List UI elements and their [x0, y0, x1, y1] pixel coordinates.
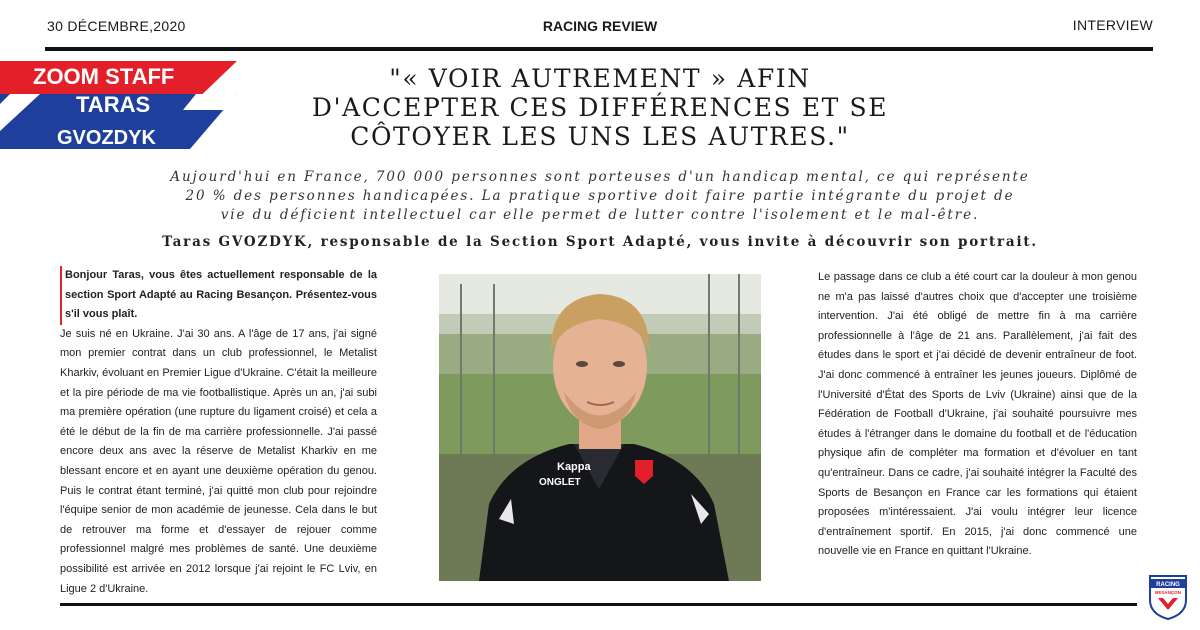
- logo-text-top: RACING: [1156, 582, 1180, 588]
- badge-name-last: GVOZDYK: [57, 127, 156, 149]
- headline-quote: "« VOIR AUTREMENT » AFIN D'ACCEPTER CES DIFFÉRENCES ET SE CÔTOYER LES UNS LES AUTRES.": [311, 64, 889, 151]
- portrait-photo: [439, 274, 761, 581]
- invite-line: Taras GVOZDYK, responsable de la Section Sport Adapté, vous invite à découvrir son portrait.: [162, 234, 1038, 250]
- article-column-left: [60, 266, 377, 599]
- issue-date: 30 DÉCEMBRE,2020: [47, 18, 186, 34]
- jacket-sponsor-label: ONGLET: [539, 477, 581, 488]
- badge-title: ZOOM STAFF: [33, 64, 175, 89]
- lead-paragraph: Aujourd'hui en France, 700 000 personnes sont porteuses d'un handicap mental, ce qui représente 20 % des personnes handicapées. La pratique sportive doit faire partie intégrante du projet de vie du déficient intellectuel car elle permet de lutter contre l'isolement et le mal-être.: [170, 169, 1030, 223]
- club-crest-logo: [1144, 574, 1192, 620]
- jacket-brand-label: Kappa: [557, 461, 591, 473]
- article-column-right: Le passage dans ce club a été court car la douleur à mon genou ne m'a pas laissé d'autres choix que d'accepter une troisième intervention. J'ai été obligé de mettre fin à ma carrière professionnelle à l'âge de 21 ans. Parallèlement, j'ai fait des études dans le sport et j'ai décidé de devenir entraîneur de foot. J'ai donc commencé à entraîner les jeunes joueurs. Diplômé de l'Université d'État des Sports de Lviv (Ukraine) ainsi que de la Fédération de Football d'Ukraine, j'ai souhaité poursuivre mes études à l'étranger dans le domaine du football et de l'éducation physique afin de compléter ma formation et d'évoluer en tant qu'entraîneur. Dans ce cadre, j'ai souhaité intégrer la Faculté des Sports de Besançon en France car les formations qui étaient proposées m'intéressaient. J'ai voulu intégrer leur licence d'entraînement sportif. En 2015, j'ai donc commencé une nouvelle vie en France en quittant l'Ukraine.: [818, 271, 1137, 558]
- interview-question: Bonjour Taras, vous êtes actuellement responsable de la section Sport Adapté au Racing Besançon. Présentez-vous s'il vous plaît.: [60, 266, 377, 325]
- publication-title: RACING REVIEW: [542, 18, 658, 34]
- logo-text-bottom: BESANÇON: [1155, 590, 1181, 595]
- bottom-divider: [60, 603, 1137, 606]
- interview-answer-part1: Je suis né en Ukraine. J'ai 30 ans. A l'âge de 17 ans, j'ai signé mon premier contrat dans un club professionnel, le Metalist Kharkiv, évoluant en Premier Ligue d'Ukraine. C'était la meilleure et la pire période de ma vie footballistique. Après un an, j'ai subi ma première opération (une rupture du ligament croisé) et cela a été le début de la fin de ma carrière professionnelle. J'ai passé encore deux ans avec la réserve de Metalist Kharkiv en me blessant encore et en ayant une deuxième opération du genou. Puis le contrat étant terminé, j'ai quitté mon club pour rejoindre l'équipe senior de mon académie de jeunesse. Cela dans le but de retrouver ma forme et d'essayer de rejouer comme professionnel malgré mes problèmes de santé. Une deuxième possibilité est arrivée en 2012 lorsque j'ai rejoint le FC Lviv, en Ligue 2 d'Ukraine.: [60, 327, 377, 595]
- section-label: INTERVIEW: [1072, 17, 1153, 33]
- top-divider: [45, 47, 1153, 51]
- badge-name-first: TARAS: [76, 92, 151, 117]
